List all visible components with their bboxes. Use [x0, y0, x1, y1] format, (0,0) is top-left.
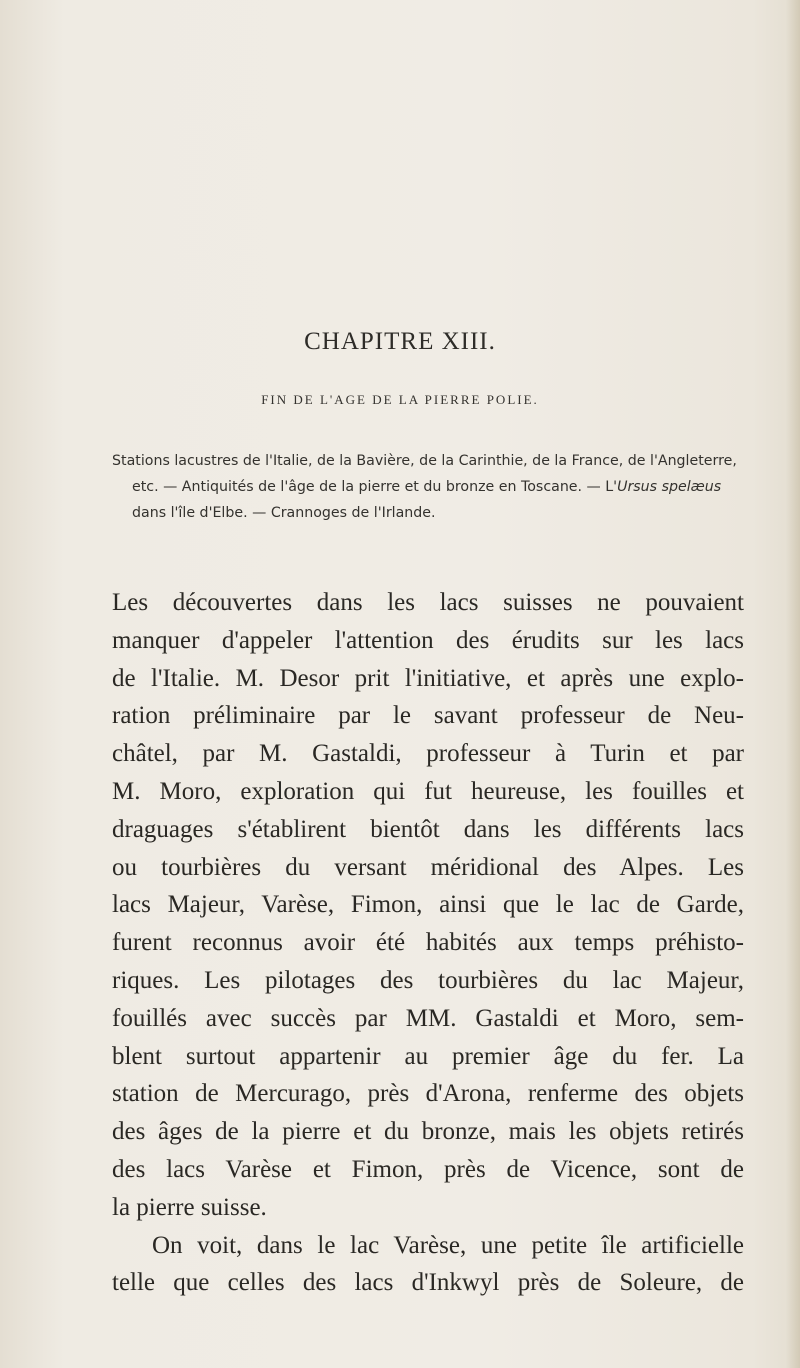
chapter-title: CHAPITRE XIII. — [304, 328, 496, 355]
body-line: station de Mercurago, près d'Arona, renferme des objets — [112, 1080, 744, 1108]
body-line: furent reconnus avoir été habités aux temps préhisto- — [112, 929, 744, 957]
body-line: Les découvertes dans les lacs suisses ne pouvaient — [112, 589, 744, 616]
body-line: ration préliminaire par le savant professeur de Neu- — [112, 702, 744, 730]
body-line: draguages s'établirent bientôt dans les différents lacs — [112, 815, 744, 843]
chapter-summary — [112, 448, 740, 526]
body-line: de l'Italie. M. Desor prit l'initiative, et après une explo- — [112, 664, 744, 692]
summary-text-end: dans l'île d'Elbe. — Crannoges de l'Irlande. — [132, 505, 436, 521]
body-text — [112, 584, 744, 1302]
body-line: fouillés avec succès par MM. Gastaldi et Moro, sem- — [112, 1004, 744, 1032]
body-line: châtel, par M. Gastaldi, professeur à Turin et par — [112, 740, 744, 768]
body-line: M. Moro, exploration qui fut heureuse, les fouilles et — [112, 777, 744, 805]
chapter-subtitle: FIN DE L'AGE DE LA PIERRE POLIE. — [261, 392, 539, 407]
body-line: lacs Majeur, Varèse, Fimon, ainsi que le lac de Garde, — [112, 891, 744, 919]
body-line: des âges de la pierre et du bronze, mais les objets retirés — [112, 1118, 744, 1146]
summary-italic-term: Ursus spelæus — [617, 479, 722, 495]
summary-paragraph — [112, 448, 740, 526]
body-line: manquer d'appeler l'attention des érudits sur les lacs — [112, 626, 744, 654]
body-line: telle que celles des lacs d'Inkwyl près de Soleure, de — [112, 1269, 744, 1297]
body-line: riques. Les pilotages des tourbières du lac Majeur, — [112, 966, 744, 994]
body-line: On voit, dans le lac Varèse, une petite île artificielle — [152, 1231, 744, 1259]
page-edge-shadow — [786, 0, 800, 1368]
body-line: la pierre suisse. — [112, 1193, 267, 1221]
body-line: ou tourbières du versant méridional des Alpes. Les — [112, 853, 744, 881]
summary-text-start: Stations lacustres de l'Italie, de la Bavière, de la Carinthie, de la France, de l'Angleterre, etc. — Antiquités de l'âge de la pierre et du bronze en Toscane. — L' — [112, 453, 737, 495]
body-line: blent surtout appartenir au premier âge du fer. La — [112, 1042, 744, 1070]
body-line: des lacs Varèse et Fimon, près de Vicence, sont de — [112, 1155, 744, 1183]
